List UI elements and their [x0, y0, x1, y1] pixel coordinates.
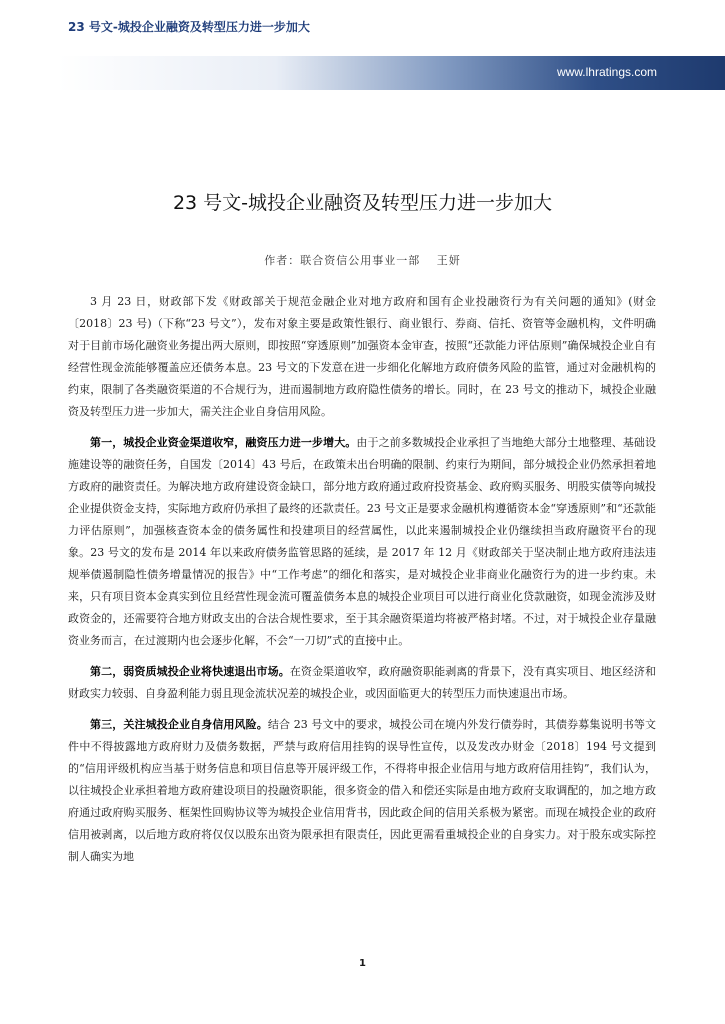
author-line — [0, 252, 725, 268]
document-title: 23 号文-城投企业融资及转型压力进一步加大 — [172, 192, 553, 214]
paragraph-lead: 第二，弱资质城投企业将快速退出市场。 — [90, 665, 290, 678]
author-name: 王妍 — [436, 254, 461, 267]
author-label: 作者：联合资信公用事业一部 — [264, 254, 421, 267]
paragraph-lead: 第一，城投企业资金渠道收窄，融资压力进一步增大。 — [90, 436, 357, 449]
article-body — [68, 291, 656, 877]
running-title: 23 号文-城投企业融资及转型压力进一步加大 — [68, 20, 310, 34]
page-number: 1 — [359, 958, 366, 969]
paragraph-text: 结合 23 号文中的要求，城投公司在境内外发行债券时，其债券募集说明书等文件中不得披露地方政府财力及债务数据，严禁与政府信用挂钩的误导性宣传，以及发改办财金〔2018〕194 号文提到的“信用评级机构应当基于财务信息和项目信息等开展评级工作，不得将申报企业信用与地方政府信用挂钩”，我们认为，以往城投企业承担着地方政府建设项目的投融资职能，很多资金的借入和偿还实际是由地方政府支取调配的，加之地方政府通过政府购买服务、框架性回购协议等为城投企业信用背书，因此政企间的信用关系极为紧密。而现在城投企业的政府信用被剥离，以后地方政府将仅仅以股东出资为限承担有限责任，因此更需看重城投企业的自身实力。对于股东或实际控制人确实为地 — [68, 718, 656, 863]
paragraph-lead: 第三，关注城投企业自身信用风险。 — [90, 718, 268, 731]
paragraph-text: 在资金渠道收窄，政府融资职能剥离的背景下，没有真实项目、地区经济和财政实力较弱、自身盈利能力弱且现金流状况差的城投企业，或因面临更大的转型压力而快速退出市场。 — [68, 665, 657, 700]
paragraph — [68, 291, 656, 423]
page-header — [0, 20, 725, 90]
paragraph — [68, 714, 656, 868]
website-link[interactable]: www.lhratings.com — [556, 65, 657, 79]
paragraph — [68, 432, 656, 652]
paragraph-text: 由于之前多数城投企业承担了当地绝大部分土地整理、基础设施建设等的融资任务，自国发〔2014〕43 号后，在政策未出台明确的限制、约束行为期间，部分城投企业仍然承担着地方政府的融资责任。为解决地方政府建设资金缺口，部分地方政府通过政府投资基金、政府购买服务、明股实债等向城投企业提供资金支持，实际地方政府仍承担了最终的还款责任。23 号文正是要求金融机构遵循资本金“穿透原则”和“还款能力评估原则”，加强核查资本金的债务属性和投建项目的经营属性，以此来遏制城投企业仍继续担当政府融资平台的现象。23 号文的发布是 2014 年以来政府债务监管思路的延续，是 2017 年 12 月《财政部关于坚决制止地方政府违法违规举债遏制隐性债务增量情况的报告》中“工作考虑”的细化和落实，是对城投企业非商业化融资行为的进一步约束。未来，只有项目资本金真实到位且经营性现金流可覆盖债务本息的城投企业项目可以进行商业化贷款融资，如现金流涉及财政资金的，还需要符合地方财政支出的合法合规性要求，至于其余融资渠道均将被严格封堵。不过，对于城投企业存量融资业务而言，在过渡期内也会逐步化解，不会“一刀切”式的直接中止。 — [68, 436, 657, 647]
paragraph-text: 3 月 23 日，财政部下发《财政部关于规范金融企业对地方政府和国有企业投融资行为有关问题的通知》(财金〔2018〕23 号)（下称“23 号文”），发布对象主要是政策性银行、商业银行、券商、信托、资管等金融机构，文件明确对于目前市场化融资业务提出两大原则，即按照“穿透原则”加强资本金审查，按照“还款能力评估原则”确保城投企业自有经营性现金流能够覆盖应还债务本息。23 号文的下发意在进一步细化化解地方政府债务风险的监管，通过对金融机构的约束，限制了各类融资渠道的不合规行为，进而遏制地方政府隐性债务的增长。同时，在 23 号文的推动下，城投企业融资及转型压力进一步加大，需关注企业自身信用风险。 — [68, 295, 656, 418]
paragraph — [68, 661, 656, 705]
